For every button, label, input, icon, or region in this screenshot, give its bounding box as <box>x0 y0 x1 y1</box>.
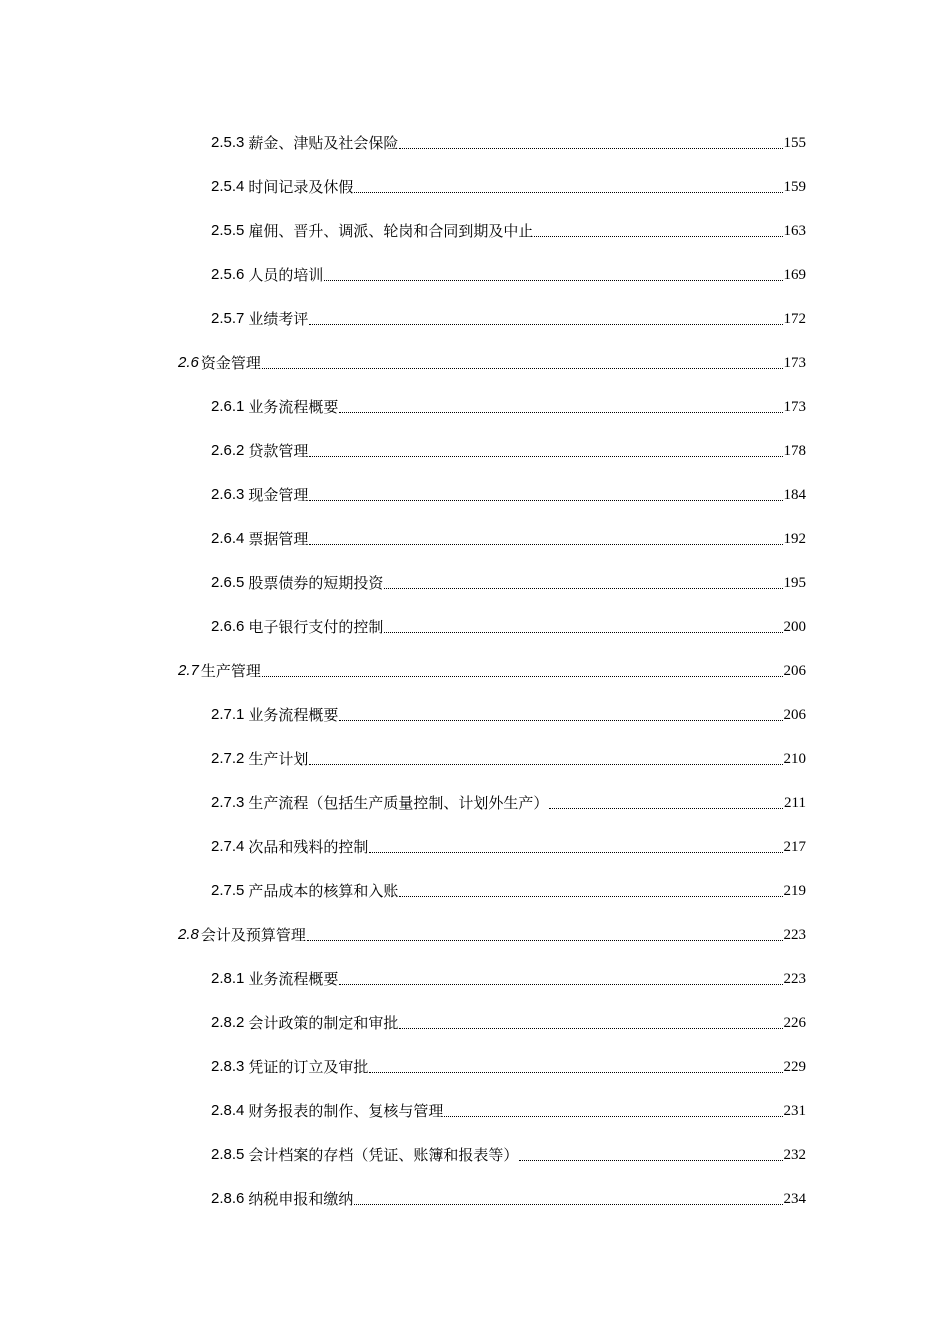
toc-entry-number: 2.5.5 <box>211 222 245 239</box>
toc-entry-page-number: 211 <box>784 795 806 811</box>
toc-entry-page-number: 178 <box>783 443 806 459</box>
toc-entry-number: 2.8 <box>178 926 199 943</box>
toc-entry-title: 电子银行支付的控制 <box>248 618 384 636</box>
toc-subsection-entry[interactable] <box>0 957 950 1001</box>
toc-entry-number: 2.8.1 <box>211 970 245 987</box>
toc-entry-number: 2.6.2 <box>211 442 245 459</box>
toc-entry-number: 2.5.3 <box>211 134 245 151</box>
toc-entry-page-number: 232 <box>783 1147 806 1163</box>
toc-subsection-entry[interactable] <box>0 869 950 913</box>
toc-entry-page-number: 169 <box>783 267 806 283</box>
toc-entry-page-number: 234 <box>783 1191 806 1207</box>
toc-dot-leader <box>309 499 782 501</box>
toc-dot-leader <box>399 895 782 897</box>
toc-subsection-entry[interactable] <box>0 429 950 473</box>
toc-dot-leader <box>369 851 782 853</box>
toc-subsection-entry[interactable] <box>0 297 950 341</box>
toc-entry-title: 业务流程概要 <box>248 706 339 724</box>
toc-dot-leader <box>309 323 782 325</box>
toc-entry-number: 2.8.3 <box>211 1058 245 1075</box>
toc-entry-page-number: 163 <box>783 223 806 239</box>
toc-dot-leader <box>262 675 783 677</box>
toc-subsection-entry[interactable] <box>0 561 950 605</box>
toc-entry-number: 2.6.5 <box>211 574 245 591</box>
toc-subsection-entry[interactable] <box>0 517 950 561</box>
toc-entry-title: 业务流程概要 <box>248 398 339 416</box>
toc-dot-leader <box>354 1203 782 1205</box>
toc-entry-page-number: 192 <box>783 531 806 547</box>
toc-entry-title: 业务流程概要 <box>248 970 339 988</box>
toc-subsection-entry[interactable] <box>0 1001 950 1045</box>
toc-entry-title: 人员的培训 <box>248 266 324 284</box>
toc-entry-title: 股票债券的短期投资 <box>248 574 384 592</box>
toc-entry-number: 2.7.2 <box>211 750 245 767</box>
toc-entry-page-number: 173 <box>783 355 806 371</box>
toc-dot-leader <box>384 587 782 589</box>
toc-entry-page-number: 172 <box>783 311 806 327</box>
toc-section-entry[interactable] <box>0 913 950 957</box>
toc-entry-number: 2.6.4 <box>211 530 245 547</box>
toc-subsection-entry[interactable] <box>0 473 950 517</box>
toc-dot-leader <box>369 1071 782 1073</box>
toc-entry-number: 2.5.6 <box>211 266 245 283</box>
toc-subsection-entry[interactable] <box>0 1045 950 1089</box>
toc-entry-page-number: 200 <box>783 619 806 635</box>
toc-subsection-entry[interactable] <box>0 121 950 165</box>
toc-entry-number: 2.6.3 <box>211 486 245 503</box>
toc-entry-title: 生产管理 <box>200 662 261 680</box>
toc-dot-leader <box>519 1159 782 1161</box>
toc-entry-title: 产品成本的核算和入账 <box>248 882 399 900</box>
toc-dot-leader <box>384 631 782 633</box>
toc-entry-title: 会计档案的存档（凭证、账簿和报表等） <box>248 1146 519 1164</box>
toc-entry-title: 生产计划 <box>248 750 309 768</box>
toc-dot-leader <box>339 983 782 985</box>
toc-entry-title: 生产流程（包括生产质量控制、计划外生产） <box>248 794 549 812</box>
toc-entry-number: 2.8.2 <box>211 1014 245 1031</box>
toc-entry-number: 2.6 <box>178 354 199 371</box>
toc-subsection-entry[interactable] <box>0 1177 950 1221</box>
toc-entry-title: 资金管理 <box>200 354 261 372</box>
toc-subsection-entry[interactable] <box>0 209 950 253</box>
toc-entry-title: 凭证的订立及审批 <box>248 1058 369 1076</box>
toc-dot-leader <box>339 411 782 413</box>
toc-entry-title: 票据管理 <box>248 530 309 548</box>
toc-entry-number: 2.6.6 <box>211 618 245 635</box>
toc-dot-leader <box>549 807 783 809</box>
toc-subsection-entry[interactable] <box>0 165 950 209</box>
toc-entry-page-number: 173 <box>783 399 806 415</box>
toc-entry-number: 2.7.3 <box>211 794 245 811</box>
toc-entry-number: 2.7.4 <box>211 838 245 855</box>
toc-section-entry[interactable] <box>0 649 950 693</box>
toc-dot-leader <box>262 367 783 369</box>
toc-entry-page-number: 206 <box>783 707 806 723</box>
toc-entry-number: 2.6.1 <box>211 398 245 415</box>
toc-entry-title: 薪金、津贴及社会保险 <box>248 134 399 152</box>
toc-subsection-entry[interactable] <box>0 781 950 825</box>
toc-dot-leader <box>309 455 782 457</box>
toc-subsection-entry[interactable] <box>0 253 950 297</box>
toc-entry-title: 财务报表的制作、复核与管理 <box>248 1102 444 1120</box>
toc-entry-page-number: 159 <box>783 179 806 195</box>
toc-dot-leader <box>399 1027 782 1029</box>
toc-entry-page-number: 210 <box>783 751 806 767</box>
toc-entry-title: 会计及预算管理 <box>200 926 306 944</box>
toc-entry-page-number: 217 <box>783 839 806 855</box>
toc-entry-page-number: 223 <box>783 927 806 943</box>
toc-entry-number: 2.5.4 <box>211 178 245 195</box>
toc-entry-title: 业绩考评 <box>248 310 309 328</box>
toc-subsection-entry[interactable] <box>0 825 950 869</box>
toc-dot-leader <box>534 235 782 237</box>
toc-entry-page-number: 226 <box>783 1015 806 1031</box>
toc-section-entry[interactable] <box>0 341 950 385</box>
toc-dot-leader <box>444 1115 782 1117</box>
toc-dot-leader <box>309 763 782 765</box>
toc-entry-title: 时间记录及休假 <box>248 178 354 196</box>
toc-entry-page-number: 223 <box>783 971 806 987</box>
toc-entry-number: 2.8.4 <box>211 1102 245 1119</box>
toc-entry-number: 2.7 <box>178 662 199 679</box>
toc-entry-title: 雇佣、晋升、调派、轮岗和合同到期及中止 <box>248 222 534 240</box>
toc-subsection-entry[interactable] <box>0 693 950 737</box>
toc-entry-number: 2.8.6 <box>211 1190 245 1207</box>
toc-dot-leader <box>339 719 782 721</box>
toc-entry-page-number: 229 <box>783 1059 806 1075</box>
toc-entry-title: 贷款管理 <box>248 442 309 460</box>
toc-entry-page-number: 219 <box>783 883 806 899</box>
toc-entry-page-number: 206 <box>783 663 806 679</box>
toc-subsection-entry[interactable] <box>0 1133 950 1177</box>
toc-entry-page-number: 231 <box>783 1103 806 1119</box>
toc-entry-number: 2.7.5 <box>211 882 245 899</box>
toc-entry-number: 2.8.5 <box>211 1146 245 1163</box>
toc-subsection-entry[interactable] <box>0 737 950 781</box>
toc-subsection-entry[interactable] <box>0 385 950 429</box>
toc-dot-leader <box>354 191 782 193</box>
toc-entry-title: 纳税申报和缴纳 <box>248 1190 354 1208</box>
toc-subsection-entry[interactable] <box>0 1089 950 1133</box>
toc-subsection-entry[interactable] <box>0 605 950 649</box>
toc-entry-page-number: 195 <box>783 575 806 591</box>
toc-dot-leader <box>309 543 782 545</box>
toc-dot-leader <box>324 279 782 281</box>
toc-dot-leader <box>399 147 782 149</box>
toc-entry-title: 会计政策的制定和审批 <box>248 1014 399 1032</box>
toc-entry-page-number: 184 <box>783 487 806 503</box>
toc-entry-number: 2.5.7 <box>211 310 245 327</box>
toc-entry-title: 次品和残料的控制 <box>248 838 369 856</box>
toc-entry-number: 2.7.1 <box>211 706 245 723</box>
toc-dot-leader <box>307 939 783 941</box>
toc-entry-page-number: 155 <box>783 135 806 151</box>
table-of-contents <box>0 121 950 1221</box>
toc-entry-title: 现金管理 <box>248 486 309 504</box>
